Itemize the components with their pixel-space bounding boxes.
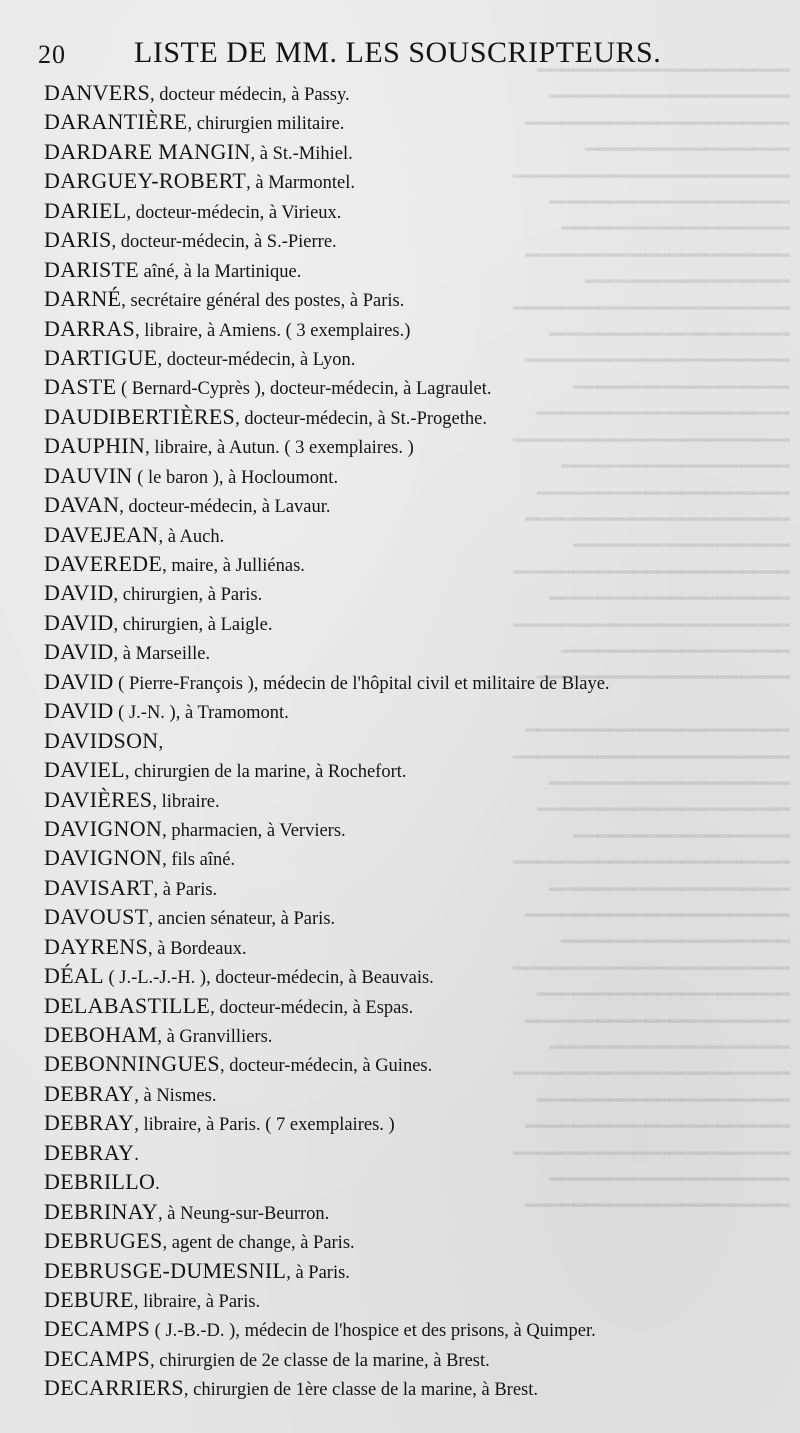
subscriber-name: DARRAS: [44, 315, 136, 341]
subscriber-detail: , docteur médecin, à Passy.: [150, 85, 350, 105]
subscriber-detail: , à Marmontel.: [246, 173, 356, 194]
list-item: [44, 1020, 784, 1049]
subscriber-name: DEBOHAM: [44, 1022, 158, 1047]
list-item: [44, 78, 784, 107]
list-item: [44, 726, 784, 755]
subscriber-detail: , docteur-médecin, à S.-Pierre.: [111, 232, 337, 253]
list-item: [44, 1373, 784, 1402]
subscriber-name: DAVID: [44, 698, 114, 724]
subscriber-name: DAVEJEAN: [44, 521, 159, 547]
list-item: [44, 873, 784, 902]
list-item: [44, 284, 784, 313]
subscriber-detail: , ancien sénateur, à Paris.: [148, 909, 336, 930]
subscriber-detail: ( le baron ), à Hocloumont.: [132, 467, 339, 488]
list-item: [44, 1167, 784, 1196]
subscriber-name: DÉAL: [44, 963, 104, 989]
page-header: [36, 36, 700, 76]
subscriber-name: DAVOUST: [44, 904, 149, 930]
subscriber-name: DAVID: [44, 580, 114, 606]
list-item: [44, 196, 784, 225]
list-item: [44, 549, 784, 578]
subscriber-name: DARISTE: [44, 256, 139, 282]
list-item: [44, 1314, 784, 1343]
list-item: [44, 1344, 784, 1373]
subscriber-detail: , docteur-médecin, à Lyon.: [157, 349, 356, 370]
subscriber-detail: , docteur-médecin, à St.-Progethe.: [235, 408, 487, 429]
subscriber-detail: , libraire, à Paris.: [133, 1291, 261, 1312]
list-item: [44, 1138, 784, 1167]
subscriber-detail: , à Bordeaux.: [147, 938, 247, 959]
subscriber-detail: , chirurgien de 2e classe de la marine, à Brest.: [150, 1350, 490, 1371]
subscriber-name: DAVIEL: [44, 757, 125, 783]
list-item: [44, 755, 784, 784]
subscriber-detail: , à Marseille.: [113, 644, 211, 665]
subscriber-name: DELABASTILLE: [44, 992, 211, 1018]
subscriber-detail: , docteur-médecin, à Lavaur.: [119, 497, 331, 518]
subscriber-name: DAVIGNON: [44, 845, 163, 871]
subscriber-detail: .: [134, 1144, 139, 1165]
subscriber-detail: , chirurgien, à Paris.: [113, 585, 263, 606]
subscriber-detail: , libraire, à Paris. ( 7 exemplaires. ): [134, 1115, 395, 1136]
subscriber-name: DAVID: [44, 668, 114, 694]
subscriber-detail: , docteur-médecin, à Guines.: [219, 1056, 433, 1077]
list-item: [44, 255, 784, 284]
list-item: [44, 608, 784, 637]
list-item: [44, 314, 784, 343]
list-item: [44, 961, 784, 990]
list-item: [44, 1197, 784, 1226]
page-number: 20: [38, 40, 66, 69]
subscriber-detail: , pharmacien, à Verviers.: [162, 820, 346, 841]
subscriber-detail: ( Pierre-François ), médecin de l'hôpital civil et militaire de Blaye.: [113, 673, 610, 694]
list-item: [44, 667, 784, 696]
subscriber-name: DARDARE MANGIN: [44, 138, 251, 164]
subscriber-name: DEBRUSGE-DUMESNIL: [44, 1257, 287, 1283]
list-item: [44, 578, 784, 607]
subscriber-name: DANVERS: [44, 80, 150, 105]
subscriber-name: DAVAN: [44, 492, 120, 518]
list-item: [44, 785, 784, 814]
subscriber-name: DARTIGUE: [44, 344, 158, 370]
subscriber-detail: , libraire, à Autun. ( 3 exemplaires. ): [145, 438, 414, 459]
subscriber-name: DARGUEY-ROBERT: [44, 168, 247, 194]
list-item: [44, 343, 784, 372]
subscriber-detail: , à Granvilliers.: [157, 1027, 273, 1047]
subscriber-detail: , docteur-médecin, à Espas.: [210, 997, 414, 1018]
subscriber-name: DEBRILLO: [44, 1169, 156, 1195]
subscriber-detail: , à Paris.: [153, 879, 218, 900]
list-item: [44, 461, 784, 490]
subscriber-detail: , agent de change, à Paris.: [162, 1233, 355, 1254]
subscriber-name: DAYRENS: [44, 933, 148, 959]
subscriber-detail: ( J.-B.-D. ), médecin de l'hospice et des prisons, à Quimper.: [150, 1321, 596, 1342]
subscriber-name: DARANTIÈRE: [44, 109, 188, 135]
list-item: [44, 1079, 784, 1108]
subscriber-name: DEBRUGES: [44, 1228, 163, 1254]
subscriber-detail: .: [155, 1174, 160, 1195]
subscriber-name: DAUDIBERTIÈRES: [44, 403, 236, 429]
subscriber-list: [44, 78, 784, 1403]
subscriber-detail: , à St.-Mihiel.: [250, 143, 353, 164]
list-item: [44, 1108, 784, 1137]
subscriber-detail: , à Neung-sur-Beurron.: [158, 1203, 330, 1224]
subscriber-detail: , chirurgien militaire.: [187, 114, 345, 135]
subscriber-name: DEBURE: [44, 1286, 134, 1312]
subscriber-name: DEBRAY: [44, 1080, 135, 1106]
running-title: LISTE DE MM. LES SOUSCRIPTEURS.: [134, 36, 662, 69]
subscriber-name: DAVIGNON: [44, 815, 163, 841]
subscriber-name: DAVEREDE: [44, 551, 163, 576]
subscriber-detail: ,: [158, 732, 164, 753]
subscriber-name: DAVIÈRES: [44, 786, 153, 812]
subscriber-detail: ( J.-L.-J.-H. ), docteur-médecin, à Beauvais.: [103, 968, 434, 989]
list-item: [44, 520, 784, 549]
list-item: [44, 166, 784, 195]
subscriber-name: DECAMPS: [44, 1345, 151, 1371]
subscriber-detail: , docteur-médecin, à Virieux.: [126, 202, 342, 223]
list-item: [44, 137, 784, 166]
subscriber-detail: ( Bernard-Cyprès ), docteur-médecin, à Lagraulet.: [116, 379, 492, 400]
subscriber-name: DAVID: [44, 639, 114, 665]
list-item: [44, 225, 784, 254]
list-item: [44, 637, 784, 666]
list-item: [44, 696, 784, 725]
subscriber-detail: ( J.-N. ), à Tramomont.: [113, 703, 289, 724]
subscriber-name: DEBRAY: [44, 1110, 135, 1136]
list-item: [44, 1256, 784, 1285]
subscriber-detail: , chirurgien, à Laigle.: [113, 614, 273, 635]
subscriber-detail: , maire, à Julliénas.: [162, 556, 305, 576]
list-item: [44, 1049, 784, 1078]
subscriber-name: DEBRINAY: [44, 1198, 159, 1224]
list-item: [44, 1226, 784, 1255]
list-item: [44, 843, 784, 872]
subscriber-name: DAVIDSON: [44, 727, 159, 753]
subscriber-name: DEBRAY: [44, 1139, 135, 1165]
subscriber-name: DAVISART: [44, 874, 154, 900]
list-item: [44, 402, 784, 431]
subscriber-detail: , à Nismes.: [134, 1085, 217, 1106]
subscriber-name: DAUVIN: [44, 462, 133, 488]
subscriber-detail: aîné, à la Martinique.: [139, 261, 302, 282]
list-item: [44, 1285, 784, 1314]
list-item: [44, 991, 784, 1020]
subscriber-name: DAUPHIN: [44, 433, 146, 459]
subscriber-name: DEBONNINGUES: [44, 1051, 220, 1077]
list-item: [44, 814, 784, 843]
subscriber-detail: , fils aîné.: [162, 850, 236, 871]
subscriber-name: DECAMPS: [44, 1316, 151, 1342]
list-item: [44, 902, 784, 931]
list-item: [44, 431, 784, 460]
subscriber-name: DECARRIERS: [44, 1375, 184, 1401]
list-item: [44, 932, 784, 961]
subscriber-detail: , libraire, à Amiens. ( 3 exemplaires.): [135, 320, 411, 341]
subscriber-detail: , secrétaire général des postes, à Paris.: [121, 291, 405, 312]
subscriber-name: DARIEL: [44, 197, 127, 223]
subscriber-detail: , chirurgien de la marine, à Rochefort.: [124, 762, 407, 783]
subscriber-name: DARNÉ: [44, 286, 122, 312]
bleed-through-texture: ━━━━━━━━━━━━━━━━━━━━━ ━━━━━━━━━━━━━━━━━━━━ ━━━━━━━━━━━━━━━━━━━━━━ ━━━━━━━━━━━━━━━━━ ━━━━━━━━━━━━━━━━━━━━━━━ ━━━━━━━━━━━━━━━━━━━━ ━━━━━━━━━━━━━━━━━━━ ━━━━━━━━━━━━━━━━━━━━━━ ━━━━━━━━━━━━━━━━━ ━━━━━━━━━━━━━━━━━━━━━━━ ━━━━━━━━━━━━━━━━━━━━ ━━━━━━━━━━━━━━━━━━━━━━ ━━━━━━━━━━━━━━━━━━ ━━━━━━━━━━━━━━━━━━━━━ ━━━━━━━━━━━━━━━━━━━━━━━ ━━━━━━━━━━━━━━━━━━━ ━━━━━━━━━━━━━━━━━━━━━ ━━━━━━━━━━━━━━━━━━━━━━ ━━━━━━━━━━━━━━━━━━ ━━━━━━━━━━━━━━━━━━━━━━━ ━━━━━━━━━━━━━━━━━━━━ ━━━━━━━━━━━━━━━━━━━━━━━ ━━━━━━━━━━━━━━━━━━━ ━━━━━━━━━━━━━━━━━━━━━ ━━━━━━━━━━━━━━━━━━━━━━ ━━━━━━━━━━━━━━━━━━━━━━━ ━━━━━━━━━━━━━━━━━━━━ ━━━━━━━━━━━━━━━━━━━━━ ━━━━━━━━━━━━━━━━━━ ━━━━━━━━━━━━━━━━━━━━━━━ ━━━━━━━━━━━━━━━━━━━━ ━━━━━━━━━━━━━━━━━━━━━━ ━━━━━━━━━━━━━━━━━━━ ━━━━━━━━━━━━━━━━━━━━━━━ ━━━━━━━━━━━━━━━━━━━━━ ━━━━━━━━━━━━━━━━━━━━━━ ━━━━━━━━━━━━━━━━━━━━ ━━━━━━━━━━━━━━━━━━━━━━━ ━━━━━━━━━━━━━━━━━━━━━ ━━━━━━━━━━━━━━━━━━━━━━ ━━━━━━━━━━━━━━━━━━━━━━━ ━━━━━━━━━━━━━━━━━━━━ ━━━━━━━━━━━━━━━━━━━━━━: [513, 60, 790, 1218]
subscriber-name: DASTE: [44, 374, 117, 400]
list-item: [44, 372, 784, 401]
list-item: [44, 490, 784, 519]
subscriber-name: DAVID: [44, 609, 114, 635]
list-item: [44, 107, 784, 136]
subscriber-detail: , libraire.: [152, 791, 220, 812]
subscriber-detail: , à Auch.: [158, 526, 225, 547]
subscriber-name: DARIS: [44, 227, 112, 253]
subscriber-detail: , à Paris.: [286, 1262, 350, 1283]
subscriber-detail: , chirurgien de 1ère classe de la marine, à Brest.: [183, 1380, 539, 1401]
